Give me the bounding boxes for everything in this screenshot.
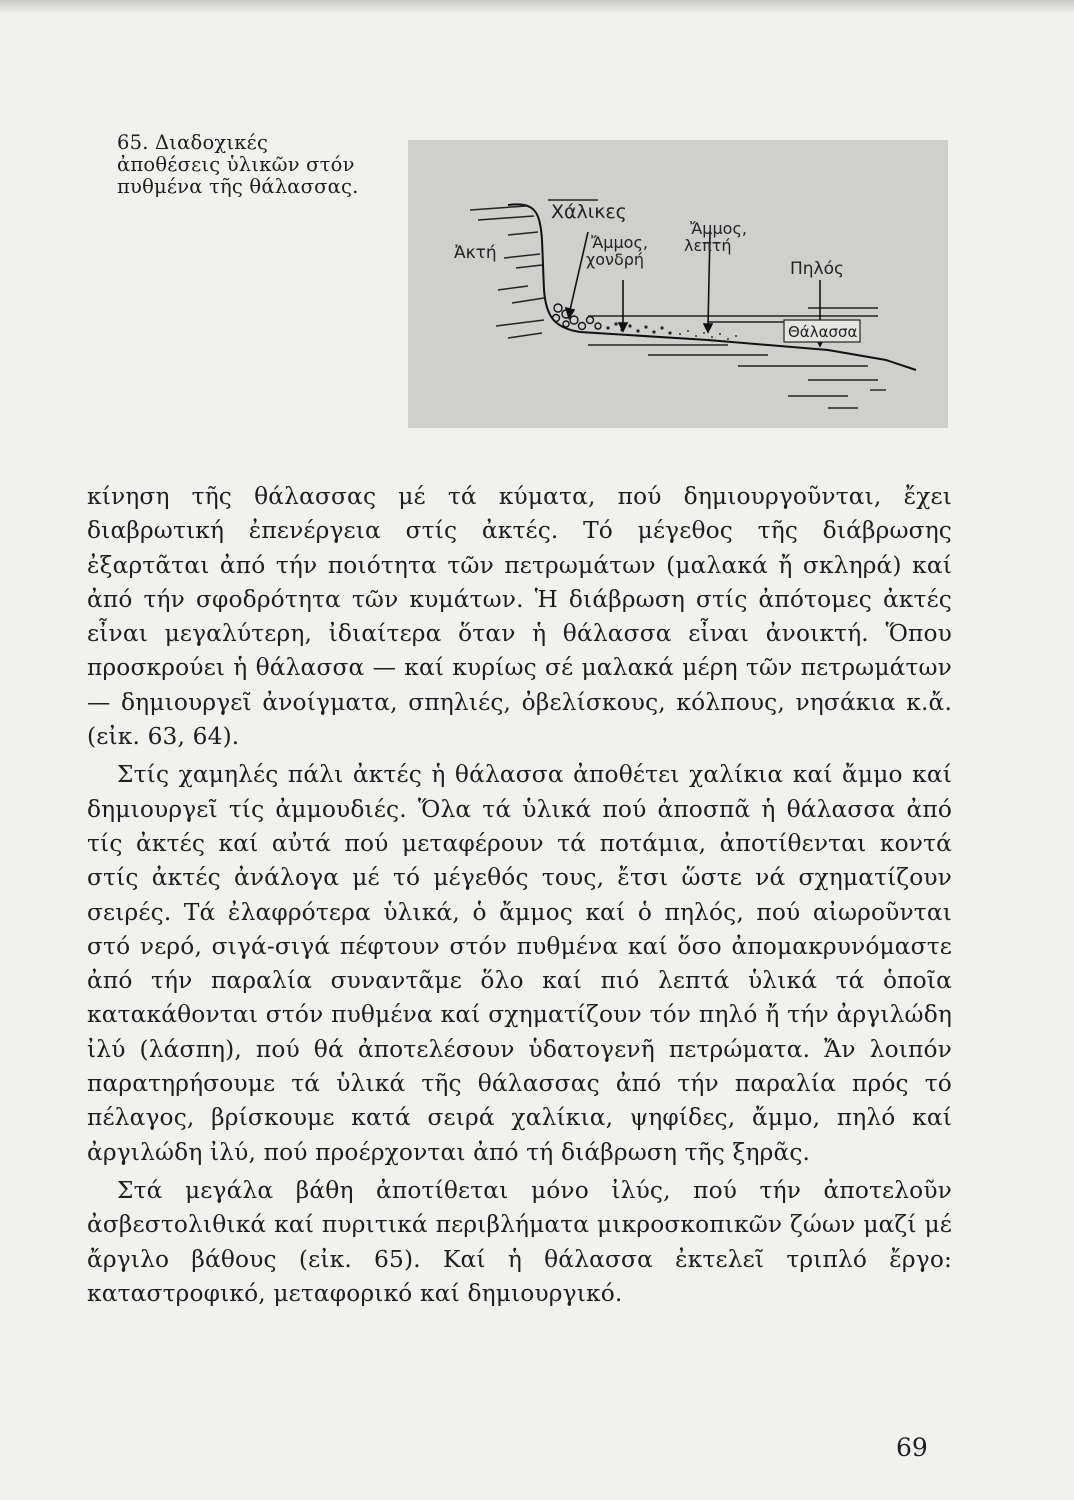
label-coarse-sand-line2: χονδρή [586, 250, 645, 269]
figure-caption: 65. Διαδοχικές ἀποθέσεις ὑλικῶν στόν πυθμένα τῆς θάλασσας. [117, 131, 359, 198]
label-fine-sand-line1: Ἄμμος, [690, 219, 747, 238]
label-sea: Θάλασσα [788, 323, 858, 341]
main-text [87, 480, 952, 1311]
page-edge-shadow [0, 0, 1074, 14]
label-fine-sand [684, 219, 752, 255]
figure-65-diagram [408, 140, 948, 428]
paragraph: κίνηση τῆς θάλασσας μέ τά κύματα, πού δημιουργοῦνται, ἔχει διαβρωτική ἐπενέργεια στίς ἀκτές. Τό μέγεθος τῆς διάβρωσης ἐξαρτᾶται ἀπό τήν ποιότητα τῶν πετρωμάτων (μαλακά ἤ σκληρά) καί ἀπό τήν σφοδρότητα τῶν κυμάτων. Ἡ διάβρωση στίς ἀπότομες ἀκτές εἶναι μεγαλύτερη, ἰδιαίτερα ὅταν ἡ θάλασσα εἶναι ἀνοικτή. Ὅπου προσκρούει ἡ θάλασσα — καί κυρίως σέ μαλακά μέρη τῶν πετρωμάτων — δημιουργεῖ ἀνοίγματα, σπηλιές, ὀβελίσκους, κόλπους, νησάκια κ.ἄ. (εἰκ. 63, 64). [87, 483, 952, 751]
paragraph: Στά μεγάλα βάθη ἀποτίθεται μόνο ἰλύς, πού τήν ἀποτελοῦν ἀσβεστολιθικά καί πυριτικά περιβλήματα μικροσκοπικῶν ζώων μαζί μέ ἄργιλο βάθους (εἰκ. 65). Καί ἡ θάλασσα ἐκτελεῖ τριπλό ἔργο: καταστροφικό, μεταφορικό καί δημιουργικό. [87, 1176, 952, 1307]
page-number: 69 [896, 1433, 928, 1462]
sea-floor-deposits-diagram [408, 140, 948, 428]
label-pebbles: Χάλικες [551, 201, 627, 223]
label-coarse-sand [586, 233, 653, 269]
paragraph: Στίς χαμηλές πάλι ἀκτές ἡ θάλασσα ἀποθέτει χαλίκια καί ἄμμο καί δημιουργεῖ τίς ἀμμουδιές. Ὅλα τά ὑλικά πού ἀποσπᾶ ἡ θάλασσα ἀπό τίς ἀκτές καί αὐτά πού μεταφέρουν τά ποτάμια, ἀποτίθενται κοντά στίς ἀκτές ἀνάλογα μέ τό μέγεθός τους, ἔτσι ὥστε νά σχηματίζουν σειρές. Τά ἐλαφρότερα ὑλικά, ὁ ἄμμος καί ὁ πηλός, πού αἰωροῦνται στό νερό, σιγά-σιγά πέφτουν στόν πυθμένα καί ὅσο ἀπομακρυνόμαστε ἀπό τήν παραλία συναντᾶμε ὅλο καί πιό λεπτά ὑλικά τά ὁποῖα κατακάθονται στόν πυθμένα καί σχηματίζουν τόν πηλό ἤ τήν ἀργιλώδη ἰλύ (λάσπη), πού θά ἀποτελέσουν ὑδατογενῆ πετρώματα. Ἄν λοιπόν παρατηρήσουμε τά ὑλικά τῆς θάλασσας ἀπό τήν παραλία πρός τό πέλαγος, βρίσκουμε κατά σειρά χαλίκια, ψηφίδες, ἄμμο, πηλό καί ἀργιλώδη ἰλύ, πού προέρχονται ἀπό τή διάβρωση τῆς ξηρᾶς. [87, 761, 952, 1166]
label-mud: Πηλός [790, 259, 844, 279]
land-hatching [470, 206, 544, 338]
label-shore: Ἀκτή [454, 243, 497, 263]
label-coarse-sand-line1: Ἄμμος, [591, 233, 648, 252]
label-fine-sand-line2: λεπτή [684, 236, 732, 255]
coarse-sand-deposit [606, 322, 671, 334]
